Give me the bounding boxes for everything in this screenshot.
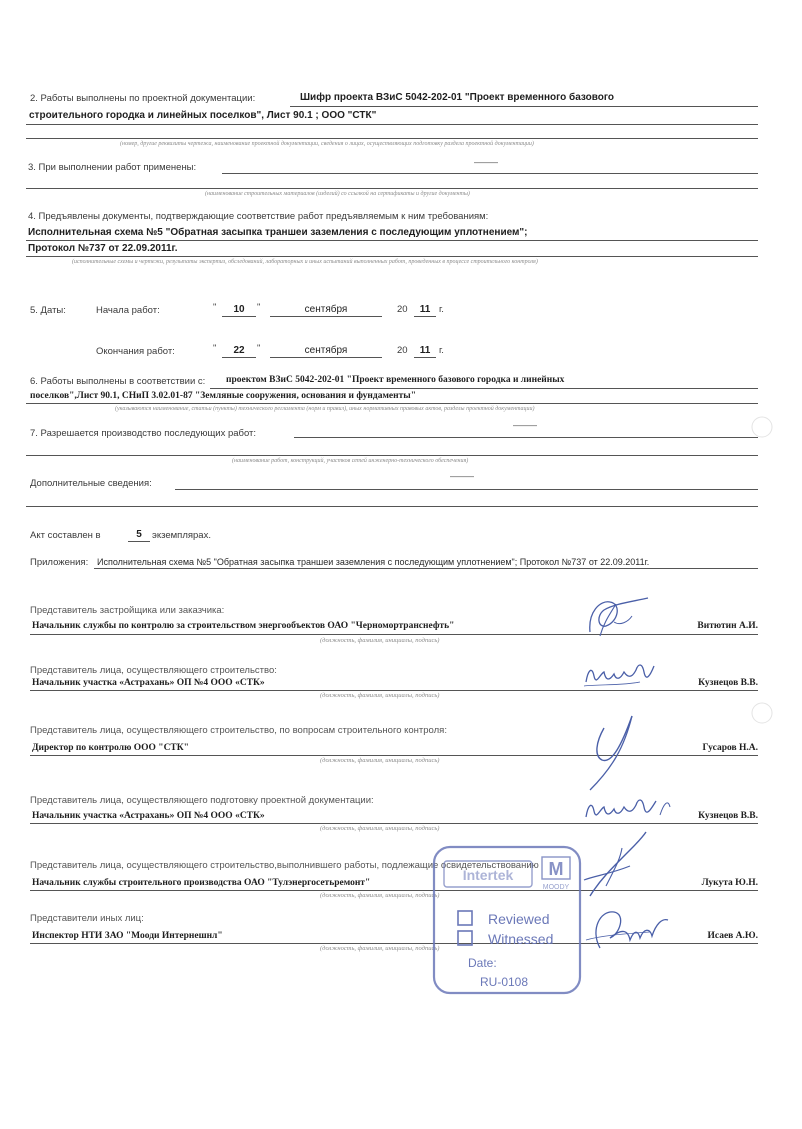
signatory-heading: Представитель лица, осуществляющего строительство: — [30, 665, 277, 676]
start-date-label: Начала работ: — [96, 305, 160, 316]
section6-caption: (указываются наименование, статьи (пункты) технического регламента (норм и правил), иных нормативных правовых актов, разделы проектной документации) — [115, 406, 535, 412]
copies-prefix: Акт составлен в — [30, 530, 101, 541]
stamp-reviewed-checkbox — [458, 911, 472, 925]
end-day: 22 — [233, 345, 245, 356]
additional-label: Дополнительные сведения: — [30, 478, 152, 489]
signatory-caption: (должность, фамилия, инициалы, подпись) — [320, 692, 440, 699]
signature-5-icon — [570, 830, 660, 900]
signature-3-icon — [582, 708, 652, 794]
start-day: 10 — [233, 304, 245, 315]
section7-label: 7. Разрешается производство последующих работ: — [30, 428, 257, 439]
additional-value: ——— — [450, 472, 474, 481]
signatory-name: Кузнецов В.В. — [698, 811, 758, 821]
stamp-witnessed-checkbox — [458, 931, 472, 945]
section4-value-line2: Протокол №737 от 22.09.2011г. — [28, 243, 178, 254]
signatory-name: Витютин А.И. — [697, 621, 758, 631]
signatory-heading: Представители иных лиц: — [30, 913, 144, 924]
stamp-logo-letter: M — [548, 859, 564, 879]
end-year-suffix: г. — [439, 345, 444, 356]
signatory-name: Гусаров Н.А. — [702, 743, 758, 753]
stamp-witnessed: Witnessed — [488, 931, 554, 947]
copies-suffix: экземплярах. — [152, 530, 211, 541]
section7-value: ——— — [513, 421, 537, 430]
section4-value-line1: Исполнительная схема №5 "Обратная засыпка траншеи заземления с последующим уплотнением"; — [28, 227, 528, 238]
end-quote-close: " — [257, 343, 261, 354]
section4-label: 4. Предъявлены документы, подтверждающие соответствие работ предъявляемым к ним требованиям: — [28, 211, 489, 222]
signatory-position: Начальник службы строительного производства ОАО "Тулэнергосетьремонт" — [32, 878, 371, 888]
section2-value-line2: строительного городка и линейных поселков", Лист 90.1 ; ООО "СТК" — [29, 110, 377, 121]
end-year: 11 — [419, 345, 431, 356]
signature-6-icon — [580, 900, 680, 960]
signatory-position: Начальник участка «Астрахань» ОП №4 ООО «СТК» — [32, 811, 265, 821]
start-year: 11 — [419, 304, 431, 315]
signatory-name: Лукута Ю.Н. — [701, 878, 758, 888]
start-year-prefix: 20 — [397, 304, 408, 315]
section4-caption: (исполнительные схемы и чертежи, результаты экспертиз, обследований, лабораторных и иных испытаний выполненных работ, проведенных в процессе строительного контроля) — [72, 259, 538, 265]
end-year-prefix: 20 — [397, 345, 408, 356]
signatory-position: Директор по контролю ООО "СТК" — [32, 743, 189, 753]
signatory-position: Начальник участка «Астрахань» ОП №4 ООО «СТК» — [32, 678, 265, 688]
start-quote-open: " — [213, 302, 217, 313]
signatory-heading: Представитель застройщика или заказчика: — [30, 605, 225, 616]
attachments-label: Приложения: — [30, 557, 89, 568]
start-year-suffix: г. — [439, 304, 444, 315]
stamp-brand: Intertek — [462, 867, 514, 883]
signature-4-icon — [580, 793, 676, 829]
section6-value-line1: проектом ВЗиС 5042-202-01 "Проект временного базового городка и линейных — [226, 375, 565, 385]
stamp-logo-text: MOODY — [542, 884, 570, 891]
signature-2-icon — [580, 656, 670, 696]
section2-caption: (номер, другие реквизиты чертежа, наименование проектной документации, сведения о лицах, осуществляющих подготовку раздела проектной документации) — [120, 141, 534, 147]
signatory-heading: Представитель лица, осуществляющего строительство, по вопросам строительного контроля: — [30, 725, 447, 736]
signatory-name: Кузнецов В.В. — [698, 678, 758, 688]
signatory-heading: Представитель лица, осуществляющего подготовку проектной документации: — [30, 795, 374, 806]
signature-1-icon — [570, 592, 660, 644]
end-month: сентября — [304, 345, 348, 356]
section5-label: 5. Даты: — [30, 305, 66, 316]
signatory-caption: (должность, фамилия, инициалы, подпись) — [320, 825, 440, 832]
signatory-position: Инспектор НТИ ЗАО "Мооди Интернешнл" — [32, 931, 223, 941]
section2-value-line1: Шифр проекта ВЗиС 5042-202-01 "Проект временного базового — [300, 92, 614, 103]
start-month: сентября — [304, 304, 348, 315]
end-date-label: Окончания работ: — [96, 346, 175, 357]
signatory-heading: Представитель лица, осуществляющего строительство,выполнившего работы, подлежащие освидетельствованию — [30, 860, 539, 871]
section3-value: ——— — [474, 158, 498, 167]
copies-count: 5 — [136, 529, 142, 540]
signatory-name: Исаев А.Ю. — [707, 931, 758, 941]
signatory-caption: (должность, фамилия, инициалы, подпись) — [320, 945, 440, 952]
inspection-stamp — [432, 845, 582, 995]
stamp-code: RU-0108 — [480, 975, 529, 989]
signatory-caption: (должность, фамилия, инициалы, подпись) — [320, 757, 440, 764]
signatory-position: Начальник службы по контролю за строительством энергообъектов ОАО "Черномортранснефть" — [32, 621, 455, 631]
signatory-caption: (должность, фамилия, инициалы, подпись) — [320, 892, 440, 899]
section2-label: 2. Работы выполнены по проектной документации: — [30, 93, 256, 104]
section6-label: 6. Работы выполнены в соответствии с: — [30, 376, 206, 387]
stamp-reviewed: Reviewed — [488, 911, 550, 927]
section3-label: 3. При выполнении работ применены: — [28, 162, 197, 173]
stamp-date-label: Date: — [468, 956, 497, 970]
end-quote-open: " — [213, 343, 217, 354]
attachments-value: Исполнительная схема №5 "Обратная засыпка траншеи заземления с последующим уплотнением"; Протокол №737 от 22.09.2011г. — [97, 557, 650, 567]
section7-caption: (наименование работ, конструкций, участков сетей инженерно-технического обеспечения) — [232, 458, 469, 464]
signatory-caption: (должность, фамилия, инициалы, подпись) — [320, 637, 440, 644]
section3-caption: (наименование строительных материалов (изделий) со ссылкой на сертификаты и другие документы) — [205, 191, 470, 197]
section6-value-line2: поселков",Лист 90.1, СНиП 3.02.01-87 "Земляные сооружения, основания и фундаменты" — [30, 391, 416, 401]
start-quote-close: " — [257, 302, 261, 313]
